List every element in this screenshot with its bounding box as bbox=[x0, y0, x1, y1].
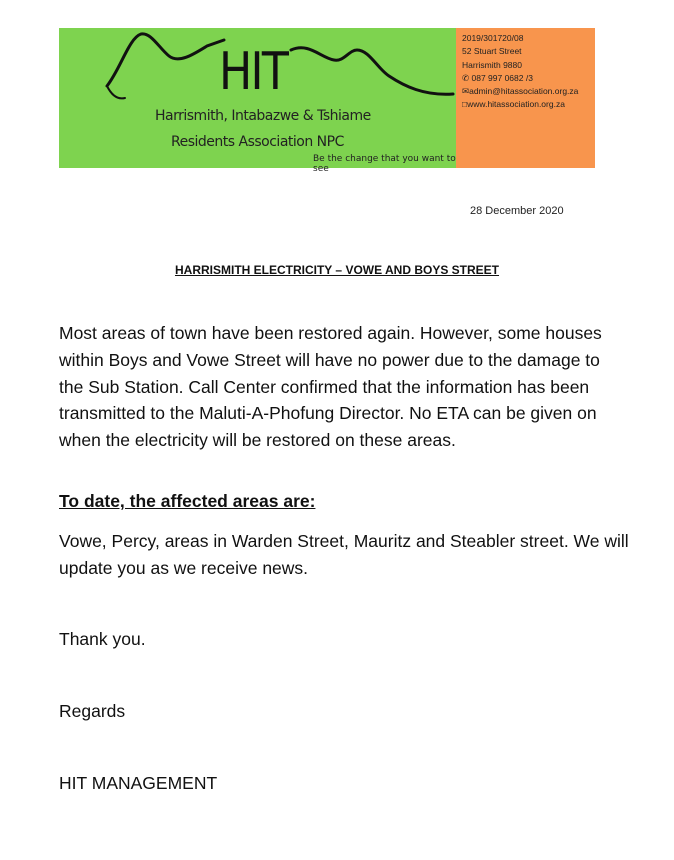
regards-line: Regards bbox=[59, 701, 126, 721]
contact-panel bbox=[456, 28, 595, 168]
thanks-line: Thank you. bbox=[59, 629, 146, 649]
website-address: □www.hitassociation.org.za bbox=[462, 99, 565, 110]
hit-logo: HIT bbox=[219, 42, 288, 102]
body-paragraph: Most areas of town have been restored again. However, some houses within Boys and Vowe Street will have no power due to the damage to the Sub Station. Call Center confirmed that the information has been transmitted to the Maluti-A-Phofung Director. No ETA can be given on when the electricity will be restored on these areas. bbox=[59, 323, 602, 451]
street-address: 52 Stuart Street bbox=[462, 46, 522, 57]
slogan: Be the change that you want to see bbox=[313, 154, 456, 174]
affected-areas-heading: To date, the affected areas are: bbox=[59, 491, 316, 511]
document-heading: HARRISMITH ELECTRICITY – VOWE AND BOYS STREET bbox=[174, 263, 500, 277]
town-address: Harrismith 9880 bbox=[462, 59, 522, 70]
document-date: 28 December 2020 bbox=[470, 205, 564, 217]
phone-number: ✆ 087 997 0682 /3 bbox=[462, 72, 533, 83]
letterhead-logo-panel bbox=[59, 28, 456, 174]
registration-number: 2019/301720/08 bbox=[462, 33, 524, 43]
email-address: ✉admin@hitassociation.org.za bbox=[462, 86, 579, 97]
signoff-line: HIT MANAGEMENT bbox=[59, 773, 218, 793]
org-name-line1: Harrismith, Intabazwe & Tshiame bbox=[155, 108, 371, 124]
org-name-line2: Residents Association NPC bbox=[171, 134, 344, 150]
affected-areas-text: Vowe, Percy, areas in Warden Street, Mauritz and Steabler street. We will update you as we receive news. bbox=[59, 531, 629, 578]
letterhead bbox=[59, 28, 595, 174]
